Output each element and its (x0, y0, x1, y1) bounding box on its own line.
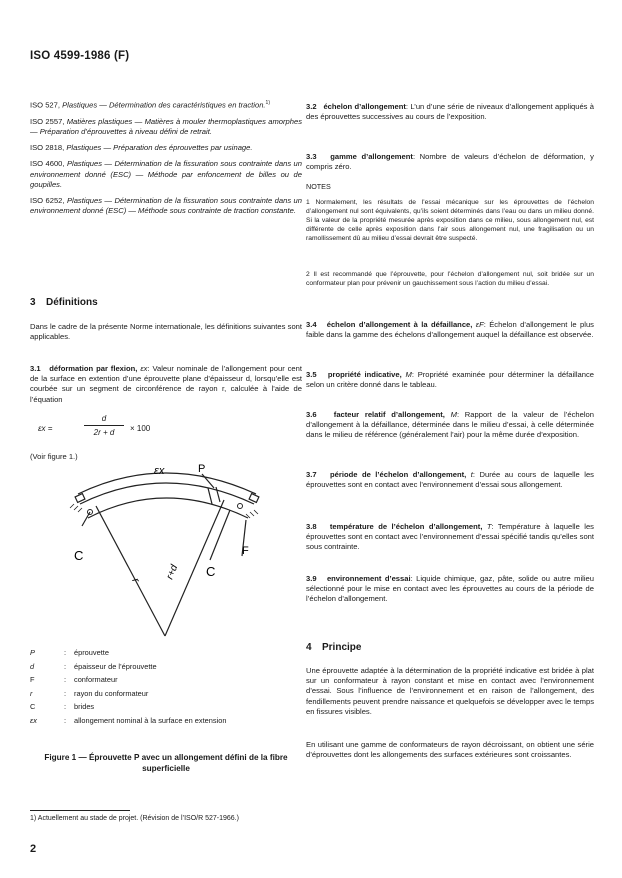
section-3-intro: Dans le cadre de la présente Norme internationale, les définitions suivantes sont applicables. (30, 322, 302, 342)
figure-legend (30, 646, 302, 727)
definition-3-2: 3.2 échelon d’allongement: L’un d’une série de niveaux d’allongement appliqués à des éprouvettes successives au cours de l’exposition. (306, 102, 594, 122)
see-figure-note: (Voir figure 1.) (30, 452, 78, 461)
footnote-rule (30, 810, 130, 811)
document-header: ISO 4599-1986 (F) (30, 50, 130, 62)
legend-row: P : éprouvette (30, 648, 109, 657)
right-clamp (249, 494, 259, 503)
legend-row: C : brides (30, 702, 95, 711)
page-number: 2 (30, 843, 37, 855)
label-ex: εx (154, 465, 165, 477)
label-c-left: C (74, 548, 84, 563)
leader-p (202, 474, 214, 488)
figure-1-diagram (60, 460, 280, 642)
definition-3-3: 3.3 gamme d’allongement: Nombre de valeurs d’échelon de déformation, y compris zéro. (306, 152, 594, 172)
reference-list (30, 98, 302, 222)
label-r: r (129, 576, 142, 585)
definition-3-9: 3.9 environnement d’essai: Liquide chimique, gaz, pâte, solide ou autre milieu sélectionné pour le mise en contact avec les éprouvettes au cours de la période de l’échelon d’allongement. (306, 574, 594, 604)
definition-3-6: 3.6 facteur relatif d’allongement, M: Rapport de la valeur de l’échelon d’allongement à la défaillance, déterminée dans le milieu d’essai, à celle déterminée dans le milieu de référence (généralement l’air) pour la même durée d’exposition. (306, 410, 594, 440)
label-rd: r+d (164, 563, 181, 582)
section-3-heading: 3 Définitions (30, 297, 98, 308)
radius-line-left (96, 506, 165, 636)
reference-item: ISO 527, Plastiques — Détermination des caractéristiques en traction.$^{1)}$ (30, 100, 270, 110)
note-1: 1 Normalement, les résultats de l’essai mécanique sur les éprouvettes de l’échelon d’allongement nul sont équivalents, qu’ils soient déterminés dans l’eau ou dans un milieu donné. Si la valeur de la propriété mesurée après exposition dans ce milieu, sous allongement nul, est différente de celle après exposition dans l’air sous allongement nul, une fragilisation ou un ramollissement dû au milieu d’essai devrait être suspecté. (306, 199, 594, 242)
definition-3-1: 3.1 déformation par flexion, εx: Valeur nominale de l’allongement pour cent de la surface en extention d’une éprouvette plane d’épaisseur d, lorsqu’elle est courbée sur un segment de circonférence de rayon r, calculée à l’aide de l’équation (30, 364, 302, 404)
section-4-paragraph-1: Une éprouvette adaptée à la détermination de la propriété indicative est bridée à plat sur un conformateur à rayon constant et mise en contact avec l’environnement d’essai. Sous l’influence de l’environnement et en raison de l’allongement, des fendillements peuvent prendre naissance et quelquefois se développer avec le temps en fissures visibles. (306, 666, 594, 716)
legend-row: εx : allongement nominal à la surface en extension (30, 715, 227, 725)
reference-item: ISO 2818, Plastiques — Préparation des éprouvettes par usinage. (30, 143, 253, 153)
definition-3-4: 3.4 échelon d’allongement à la défaillance, εF: Échelon d’allongement le plus faible dans la gamme des échelons d’allongement auquel la défaillance est observée. (306, 320, 594, 340)
notes-label: NOTES (306, 182, 331, 191)
reference-item: ISO 2557, Matières plastiques — Matières à mouler thermoplastiques amorphes — Préparation d’éprouvettes à niveau défini de retrait. (30, 116, 302, 136)
label-f: F (242, 545, 249, 557)
definition-3-5: 3.5 propriété indicative, M: Propriété examinée pour déterminer la défaillance selon un critère donné dans le tableau. (306, 370, 594, 390)
left-clamp (75, 494, 85, 503)
legend-row: d : épaisseur de l’éprouvette (30, 661, 157, 671)
strain-formula: εx = d 2r + d × 100 (38, 414, 151, 437)
figure-caption: Figure 1 — Éprouvette P avec un allongement défini de la fibre superficielle (44, 753, 288, 773)
legend-row: r : rayon du conformateur (30, 688, 149, 698)
thickness-marker (208, 488, 212, 504)
reference-item: ISO 6252, Plastiques — Détermination de la fissuration sous contrainte dans un environnement donné (ESC) — Méthode sous contrainte de traction constante. (30, 195, 302, 216)
section-4-heading: 4 Principe (306, 642, 362, 653)
reference-item: ISO 4600, Plastiques — Détermination de la fissuration sous contrainte dans un environnement donné (ESC) — Méthode par enfoncement de billes ou de goupilles. (30, 159, 302, 189)
legend-row: F : conformateur (30, 675, 118, 684)
label-c-right: C (206, 564, 216, 579)
definition-3-7: 3.7 période de l’échelon d’allongement, t: Durée au cours de laquelle les éprouvettes sont en contact avec l’environnement d’essai sous allongement. (306, 470, 594, 490)
note-2: 2 Il est recommandé que l’éprouvette, pour l’échelon d’allongement nul, soit bridée sur un conformateur plan pour prévenir un gauchissement sous l’action du milieu d’essai. (306, 271, 594, 287)
definition-3-8: 3.8 température de l’échelon d’allongement, T: Température à laquelle les éprouvettes sont en contact avec l’environnement d’essai spécifié tandis qu’elles sont sous contrainte. (306, 522, 594, 552)
specimen-inner-arc (80, 483, 254, 504)
thickness-marker (216, 487, 220, 502)
leader-c-right (210, 510, 230, 560)
section-4-paragraph-2: En utilisant une gamme de conformateurs de rayon décroissant, on obtient une série d’éprouvettes dont les allongements des surfaces extérieures sont croissantes. (306, 740, 594, 760)
footnote: 1) Actuellement au stade de projet. (Révision de l’ISO/R 527-1966.) (30, 815, 239, 822)
label-p: P (198, 463, 206, 475)
right-pin (238, 504, 243, 509)
